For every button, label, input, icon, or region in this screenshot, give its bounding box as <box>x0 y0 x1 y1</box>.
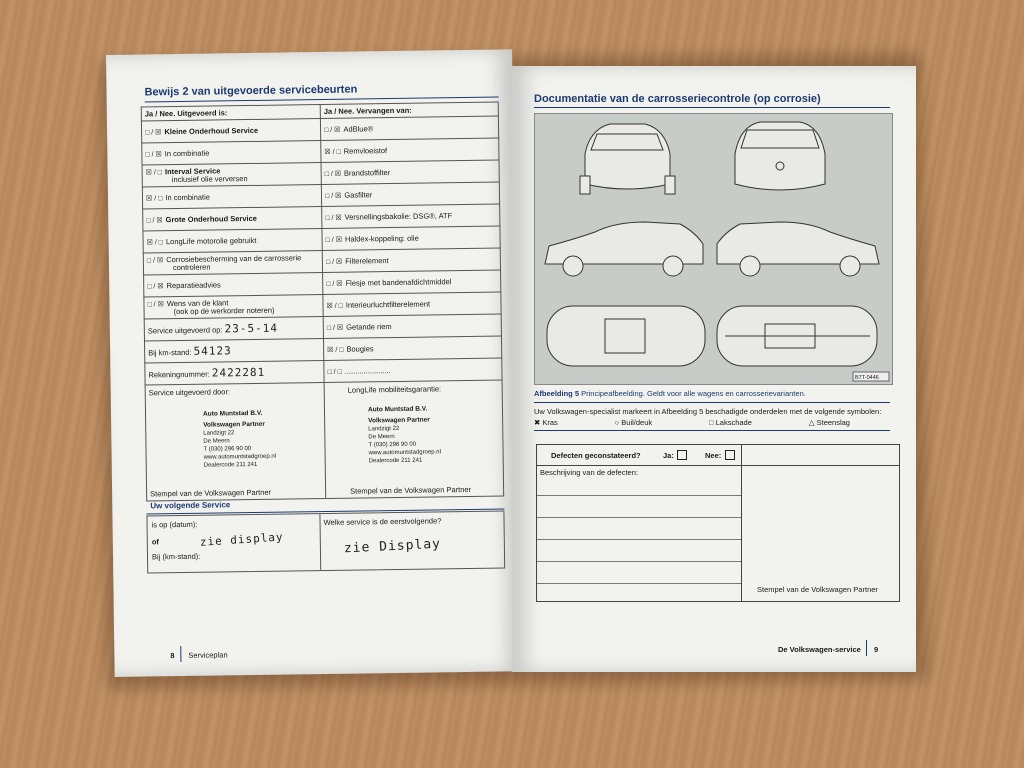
service-right-label: Haldex-koppeling: olie <box>344 233 419 244</box>
service-row-right <box>323 270 501 294</box>
extra-right-0 <box>323 314 501 338</box>
longlife-cell <box>324 380 504 498</box>
left-page-number: 8 <box>170 651 175 661</box>
service-right-mark: □ / ☒ <box>324 170 342 178</box>
right-page-number: 9 <box>874 645 879 654</box>
description-label: Beschrijving van de defecten: <box>540 468 638 477</box>
stamp-dealer: Dealercode 211 241 <box>203 461 258 469</box>
stamp-right-dealer: Dealercode 211 241 <box>368 457 423 465</box>
car-underbody-view <box>717 306 877 366</box>
service-left-label: Reparatieadvies <box>166 280 221 291</box>
service-row-left <box>142 163 321 187</box>
stamp-caption-left: Stempel van de Volkswagen Partner <box>150 487 272 499</box>
service-right-label: Gasfilter <box>344 190 373 200</box>
service-row-right <box>321 182 499 206</box>
stamp-right-partner: Volkswagen Partner <box>368 416 430 425</box>
stamp-right-city: De Meern <box>368 434 395 441</box>
stamp-right-name: Auto Muntstad B.V. <box>367 405 428 414</box>
description-line-1 <box>537 495 741 496</box>
car-drawings-svg <box>535 114 892 384</box>
right-page-heading: Documentatie van de carrosseriecontrole (op corrosie) <box>534 93 821 105</box>
service-right-mark: □ / ☒ <box>324 126 341 134</box>
yes-label: Ja: <box>663 451 674 460</box>
extra-right-1 <box>323 336 501 360</box>
stamp-phone: T (030) 296 90 00 <box>203 446 252 453</box>
caption-rule <box>534 402 890 403</box>
service-date-cell <box>144 316 323 340</box>
description-line-3 <box>537 539 741 540</box>
defects-label: Defecten geconstateerd? <box>551 451 641 460</box>
service-row-right <box>322 248 500 272</box>
yes-checkbox[interactable] <box>677 450 687 460</box>
stamp-right-phone: T (030) 296 90 00 <box>368 441 417 449</box>
next-right-handwriting: zie Display <box>343 536 442 557</box>
service-row-right <box>321 160 499 184</box>
service-right-label: Versnellingsbakolie: DSG®, ATF <box>344 211 453 222</box>
next-left-handwriting: zie display <box>199 530 284 549</box>
col2-header: Ja / Nee. Vervangen van: <box>320 102 498 118</box>
defects-box <box>536 444 900 602</box>
car-rear-view <box>580 124 675 194</box>
service-row-left <box>144 294 323 318</box>
description-line-5 <box>537 583 741 584</box>
extra-right-1-text: Bougies <box>346 344 374 354</box>
stamp-web: www.automuntstadgroep.nl <box>203 453 277 461</box>
dealer-stamp-left <box>203 409 322 470</box>
symbol-paint-label: Lakschade <box>715 418 752 427</box>
description-line-2 <box>537 517 741 518</box>
service-left-label: LongLife motorolie gebruikt <box>165 235 257 247</box>
service-left-label: Interval Service <box>164 166 221 177</box>
stamp-right-street: Landzigt 22 <box>368 425 400 433</box>
service-left-label: In combinatie <box>165 192 211 203</box>
scratch-icon: ✖ <box>534 418 541 427</box>
service-right-label: Brandstoffilter <box>343 168 391 178</box>
car-side-view-left <box>545 222 703 276</box>
service-row-right <box>323 292 501 316</box>
km-cell <box>144 338 323 362</box>
service-right-label: Remvloeistof <box>343 146 388 156</box>
next-service-left <box>147 514 321 572</box>
service-right-mark: □ / ☒ <box>324 192 342 200</box>
service-right-label: Interieurluchtfilterelement <box>345 299 431 310</box>
next-question: Welke service is de eerstvolgende? <box>323 516 442 528</box>
next-or: of <box>151 537 159 547</box>
service-left-mark: ☒ / □ <box>145 169 163 177</box>
service-row-left <box>141 119 320 143</box>
service-right-mark: □ / ☒ <box>325 258 343 266</box>
footer-divider-right <box>866 640 867 656</box>
service-row-left <box>142 141 321 165</box>
service-left-sublabel: (ook op de werkorder noteren) <box>173 305 275 317</box>
figure-caption <box>534 389 806 398</box>
car-front-view <box>735 122 825 190</box>
extra-right-0-text: Getande riem <box>346 322 392 332</box>
stamp-name: Auto Muntstad B.V. <box>202 409 263 418</box>
stamp-caption-right: Stempel van de Volkswagen Partner <box>350 484 472 496</box>
invoice-value: 2422281 <box>211 365 266 380</box>
extra-right-1-mark: ☒ / □ <box>327 346 344 354</box>
service-right-label: Filterelement <box>345 256 389 266</box>
service-row-right <box>322 204 500 228</box>
footer-divider-left <box>180 646 181 662</box>
symbol-dent <box>615 418 652 427</box>
dealer-stamp-right <box>368 405 500 466</box>
service-row-right <box>320 116 498 140</box>
extra-right-2-text: ...................... <box>344 366 391 376</box>
km-value: 54123 <box>193 344 232 358</box>
dent-icon: ○ <box>614 418 620 427</box>
left-page-heading: Bewijs 2 van uitgevoerde servicebeurten <box>144 83 358 99</box>
service-row-right <box>321 138 499 162</box>
service-left-mark: □ / ☒ <box>146 217 163 225</box>
service-right-mark: □ / ☒ <box>325 236 343 244</box>
stamp-right-web: www.automuntstadgroep.nl <box>368 449 441 457</box>
service-date-label: Service uitgevoerd op: <box>147 325 223 336</box>
left-footer-title: Serviceplan <box>188 650 228 660</box>
symbol-intro: Uw Volkswagen-specialist markeert in Afbeelding 5 beschadigde onderdelen met de volgende symbolen: <box>534 407 882 416</box>
service-left-mark: □ / ☒ <box>145 129 162 137</box>
defects-description-column <box>537 465 742 601</box>
service-right-mark: □ / ☒ <box>325 214 342 222</box>
right-heading-rule <box>534 107 890 108</box>
symbol-scratch-label: Kras <box>542 418 558 427</box>
next-service-box <box>146 510 505 573</box>
legend-rule <box>534 430 890 431</box>
symbol-chip-label: Steenslag <box>816 418 850 427</box>
service-right-mark: □ / ☒ <box>326 280 343 288</box>
stamp-city: De Meern <box>203 438 230 445</box>
caption-bold: Afbeelding 5 <box>534 389 580 398</box>
stone-chip-icon: △ <box>808 418 815 427</box>
service-row-left <box>142 185 321 209</box>
next-km-label: Bij (km-stand): <box>151 551 201 562</box>
service-left-label: In combinatie <box>164 148 210 159</box>
paint-damage-icon: □ <box>708 418 714 427</box>
no-label: Nee: <box>705 451 722 460</box>
no-checkbox[interactable] <box>725 450 735 460</box>
performed-by-cell <box>145 382 326 500</box>
symbol-scratch <box>534 418 558 427</box>
symbol-dent-label: Buil/deuk <box>621 418 653 427</box>
invoice-cell <box>145 360 324 384</box>
service-table <box>141 102 504 502</box>
service-left-mark: □ / ☒ <box>147 301 164 309</box>
service-right-mark: ☒ / □ <box>324 148 341 156</box>
defects-stamp-caption: Stempel van de Volkswagen Partner <box>757 585 878 594</box>
service-row-right <box>322 226 500 250</box>
service-right-label: AdBlue® <box>343 124 374 134</box>
service-row-left <box>143 207 322 231</box>
symbol-legend <box>534 418 890 427</box>
service-left-sublabel: controleren <box>172 262 211 273</box>
stamp-street: Landzigt 22 <box>203 430 235 437</box>
service-left-sublabel: inclusief olie verversen <box>171 174 248 185</box>
service-left-mark: ☒ / □ <box>145 195 163 203</box>
figure-code: B7T-0446 <box>855 375 879 381</box>
service-left-label: Grote Onderhoud Service <box>165 213 257 225</box>
service-left-mark: ☒ / □ <box>146 239 164 247</box>
next-service-heading: Uw volgende Service <box>150 500 231 511</box>
invoice-label: Rekeningnummer: <box>148 369 210 380</box>
service-row-left <box>144 272 323 296</box>
service-left-mark: □ / ☒ <box>146 257 164 265</box>
car-side-view-right <box>717 222 879 276</box>
service-left-mark: □ / ☒ <box>147 283 164 291</box>
service-left-label: Kleine Onderhoud Service <box>164 125 259 137</box>
longlife-label: LongLife mobiliteitsgarantie: <box>347 384 442 395</box>
symbol-paint <box>709 418 752 427</box>
service-row-left <box>143 229 322 253</box>
service-left-mark: □ / ☒ <box>145 151 162 159</box>
description-line-4 <box>537 561 741 562</box>
extra-right-2 <box>324 358 502 382</box>
col1-header: Ja / Nee. Uitgevoerd is: <box>141 105 320 121</box>
service-date-value: 23-5-14 <box>224 321 279 336</box>
symbol-chip <box>809 418 850 427</box>
service-left-label: Wens van de klant <box>166 298 229 309</box>
defects-question-cell <box>537 445 742 465</box>
car-top-view <box>547 306 705 366</box>
extra-right-2-mark: □ / □ <box>327 368 342 376</box>
right-footer-title: De Volkswagen-service <box>778 645 861 654</box>
defects-header-row <box>537 445 899 466</box>
service-right-label: Flesje met bandenafdichtmiddel <box>345 277 452 288</box>
extra-right-0-mark: □ / ☒ <box>326 324 344 332</box>
stamp-partner: Volkswagen Partner <box>203 420 265 429</box>
left-page <box>106 49 521 677</box>
caption-text: Principeafbeelding. Geldt voor alle wagens en carrosserievarianten. <box>581 389 806 398</box>
km-label: Bij km-stand: <box>148 347 192 358</box>
performed-by-label: Service uitgevoerd door: <box>148 387 231 398</box>
service-row-left <box>143 250 322 274</box>
car-diagrams-figure <box>534 113 893 385</box>
service-right-mark: ☒ / □ <box>326 302 343 310</box>
next-date-label: is op (datum): <box>151 519 198 530</box>
right-page <box>512 66 916 672</box>
service-left-label: Corrosiebescherming van de carrosserie <box>166 253 302 265</box>
